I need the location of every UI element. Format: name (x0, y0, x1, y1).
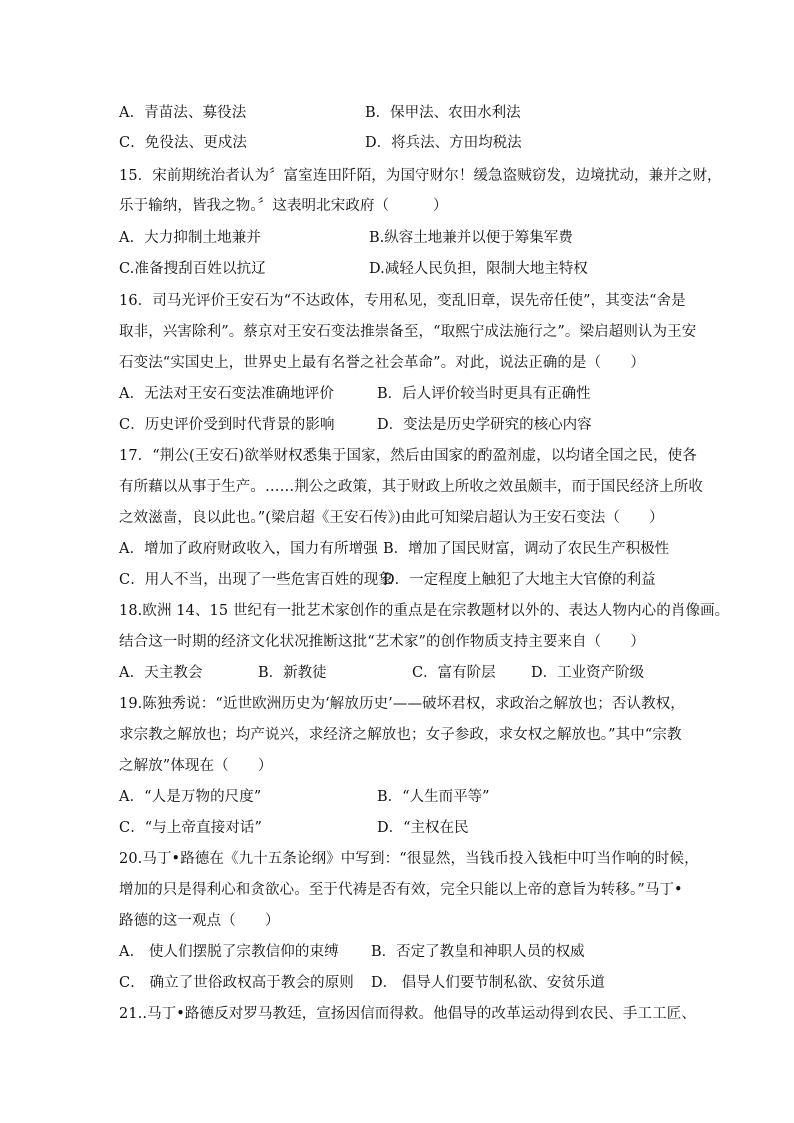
q15-option-c: C.准备搜刮百姓以抗辽 (119, 261, 266, 277)
q20-option-d: D． 倡导人们要节制私欲、安贫乐道 (371, 975, 605, 991)
q17-stem-line2: 有所藉以从事于生产。……荆公之政策，其于财政上所收之效虽颇丰，而于国民经济上所收 (119, 479, 703, 495)
q18-option-c: C．富有阶层 (412, 665, 496, 681)
q15-stem-line2: 乐于输纳，皆我之物。〞这表明北宋政府（ ） (119, 198, 448, 214)
q17-stem-line1: 17．“荆公(王安石)欲举财权悉集于国家，然后由国家的酌盈剂虚，以均诸全国之民，使各 (119, 448, 697, 464)
q16-stem-line2: 取非，兴害除利”。蔡京对王安石变法推崇备至，“取熙宁成法施行之”。梁启超则认为王安 (119, 324, 697, 340)
q21-stem-line1: 21..马丁•路德反对罗马教廷，宣扬因信而得救。他倡导的改革运动得到农民、手工工匠、 (119, 1006, 696, 1022)
q19-option-b: B．“人生而平等” (377, 789, 490, 805)
q16-option-d: D．变法是历史学研究的核心内容 (377, 417, 592, 433)
q14-option-b: B．保甲法、农田水利法 (365, 105, 521, 121)
q16-stem-line3: 石变法“实国史上，世界史上最有名誉之社会革命”。对此，说法正确的是（ ） (119, 355, 646, 371)
q17-option-a: A．增加了政府财政收入，国力有所增强 (119, 541, 378, 557)
q20-stem-line3: 路德的这一观点（ ） (119, 913, 280, 929)
q20-option-c: C． 确立了世俗政权高于教会的原则 (119, 975, 354, 991)
q18-stem-line1: 18.欧洲 14、15 世纪有一批艺术家创作的重点是在宗教题材以外的、表达人物内心的肖像画。 (119, 603, 730, 619)
q18-option-b: B．新教徒 (258, 665, 327, 681)
q20-option-a: A． 使人们摆脱了宗教信仰的束缚 (119, 944, 339, 960)
q20-stem-line2: 增加的只是得利心和贪欲心。至于代祷是否有效，完全只能以上帝的意旨为转移。”马丁• (119, 882, 683, 898)
q19-option-d: D．“主权在民 (377, 820, 469, 836)
q19-option-c: C．“与上帝直接对话” (119, 820, 263, 836)
q17-option-b: B．增加了国民财富，调动了农民生产积极性 (383, 541, 670, 557)
q16-option-b: B．后人评价较当时更具有正确性 (377, 386, 591, 402)
q17-option-d: D．一定程度上触犯了大地主大官僚的利益 (383, 572, 656, 588)
q18-option-d: D．工业资产阶级 (531, 665, 645, 681)
q16-stem-line1: 16．司马光评价王安石为“不达政体，专用私见，变乱旧章，误先帝任使”，其变法“舍是 (119, 293, 686, 309)
q17-stem-line3: 之效滋啬，良以此也。”(梁启超《王安石传》)由此可知梁启超认为王安石变法（ ） (119, 510, 664, 526)
q19-stem-line3: 之解放”体现在（ ） (119, 758, 273, 774)
q18-stem-line2: 结合这一时期的经济文化状况推断这批“艺术家”的创作物质支持主要来自（ ） (119, 634, 646, 650)
q14-option-d: D．将兵法、方田均税法 (365, 135, 522, 151)
q17-option-c: C．用人不当，出现了一些危害百姓的现象 (119, 572, 393, 588)
q14-option-a: A．青苗法、募役法 (119, 105, 247, 121)
q14-option-c: C．免役法、更戍法 (119, 135, 247, 151)
q16-option-a: A．无法对王安石变法准确地评价 (119, 386, 334, 402)
q15-option-a: A．大力抑制土地兼并 (119, 230, 261, 246)
q18-option-a: A．天主教会 (119, 665, 203, 681)
q19-stem-line2: 求宗教之解放也；均产说兴，求经济之解放也；女子参政，求女权之解放也。”其中“宗教 (119, 727, 682, 743)
q19-stem-line1: 19.陈独秀说：“近世欧洲历史为‘解放历史’——破坏君权，求政治之解放也；否认教权， (119, 696, 685, 712)
q15-option-b: B.纵容土地兼并以便于筹集军费 (369, 230, 573, 246)
q15-stem-line1: 15．宋前期统治者认为〞富室连田阡陌，为国守财尔！缓急盗贼窃发，边境扰动，兼并之财， (119, 168, 722, 184)
q20-option-b: B．否定了教皇和神职人员的权威 (371, 944, 585, 960)
q20-stem-line1: 20.马丁•路德在《九十五条论纲》中写到：“很显然，当钱币投入钱柜中叮当作响的时候， (119, 851, 699, 867)
q19-option-a: A．“人是万物的尺度” (119, 789, 262, 805)
q15-option-d: D.减轻人民负担，限制大地主特权 (369, 261, 588, 277)
q16-option-c: C．历史评价受到时代背景的影响 (119, 417, 335, 433)
